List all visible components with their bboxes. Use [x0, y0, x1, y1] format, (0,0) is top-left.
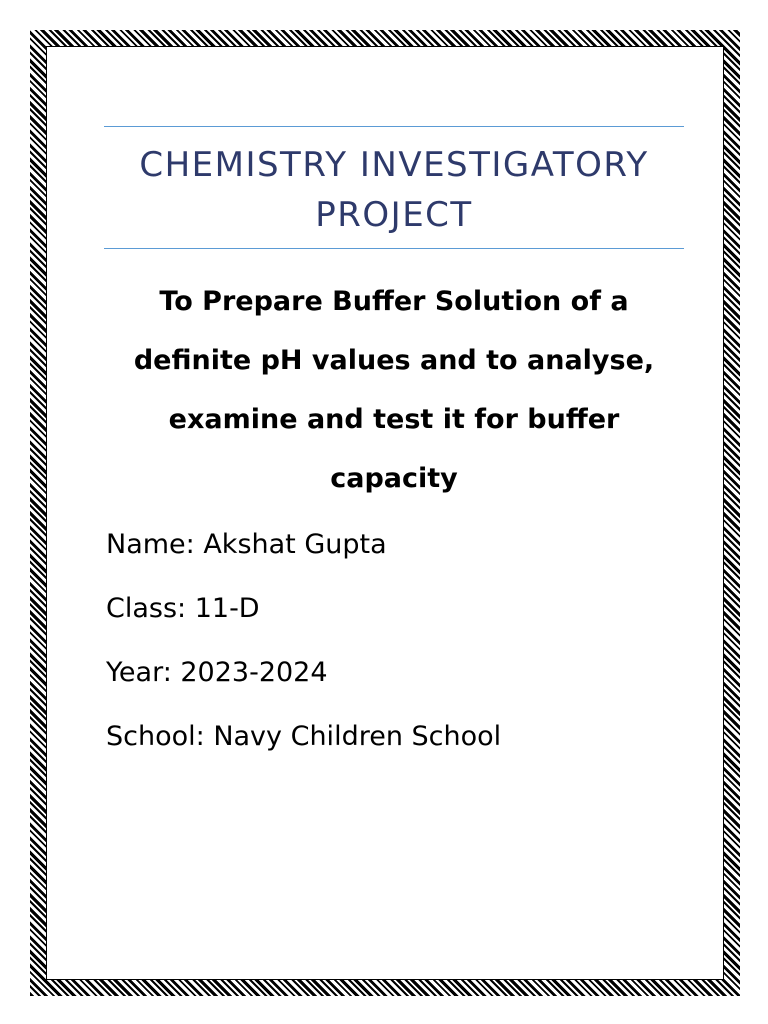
- academic-year: Year: 2023-2024: [106, 657, 328, 688]
- school-name: School: Navy Children School: [106, 721, 502, 752]
- project-title: CHEMISTRY INVESTIGATORY PROJECT: [139, 145, 649, 235]
- title-bottom-rule: [104, 248, 684, 249]
- title-top-rule: [104, 126, 684, 127]
- student-details: [106, 520, 686, 776]
- student-class: Class: 11-D: [106, 593, 260, 624]
- student-name: Name: Akshat Gupta: [106, 529, 387, 560]
- project-aim: To Prepare Buffer Solution of a definite pH values and to analyse, examine and test it for buffer capacity: [133, 286, 655, 494]
